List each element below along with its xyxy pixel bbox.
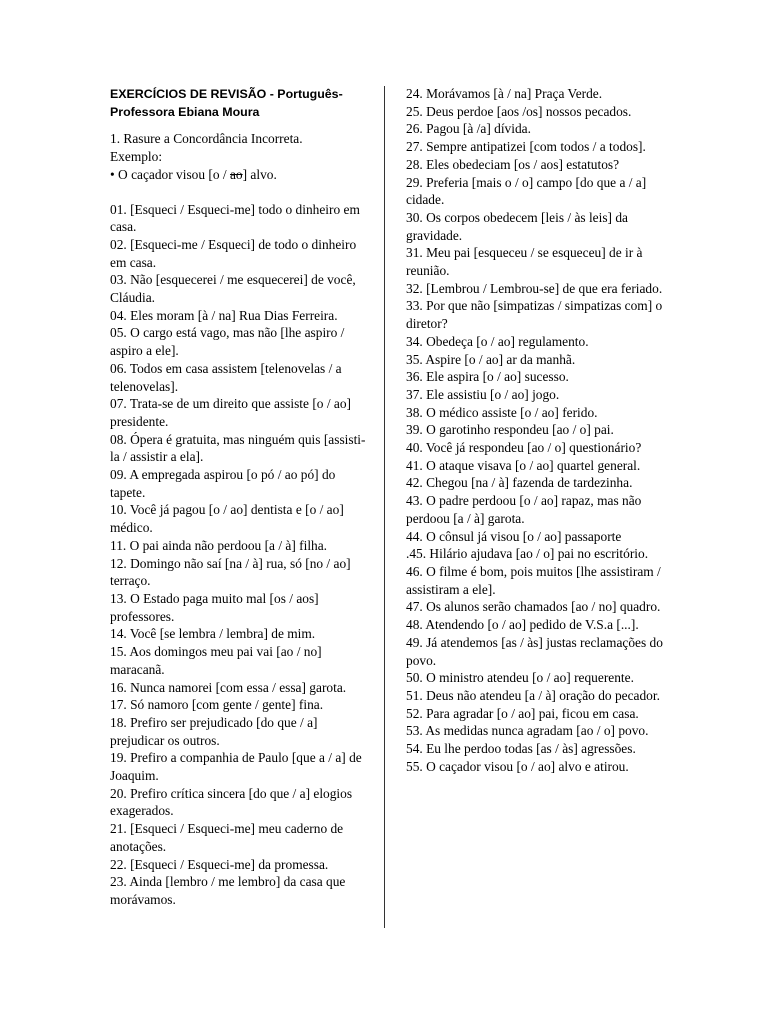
right-exercise-list	[406, 85, 668, 775]
exercise-item: 51. Deus não atendeu [a / à] oração do pecador.	[406, 687, 660, 703]
exercise-item: 25. Deus perdoe [aos /os] nossos pecados.	[406, 103, 632, 119]
exercise-item: 18. Prefiro ser prejudicado [do que / a] prejudicar os outros.	[110, 714, 318, 748]
exercise-item: 44. O cônsul já visou [o / ao] passaporte	[406, 528, 622, 544]
exercise-item: 48. Atendendo [o / ao] pedido de V.S.a [...].	[406, 617, 639, 633]
exercise-item: 04. Eles moram [à / na] Rua Dias Ferreira.	[110, 307, 338, 323]
exercise-item: 15. Aos domingos meu pai vai [ao / no] maracanã.	[110, 644, 322, 677]
example-struck-text: ao	[229, 166, 243, 182]
exercise-item: 43. O padre perdoou [o / ao] rapaz, mas não perdoou [a / à] garota.	[406, 493, 642, 526]
spacer	[110, 184, 368, 201]
exercise-item: 16. Nunca namorei [com essa / essa] garota.	[110, 679, 347, 695]
exercise-item: 31. Meu pai [esqueceu / se esqueceu] de ir à reunião.	[406, 245, 643, 279]
instruction-text: 1. Rasure a Concordância Incorreta.	[110, 131, 303, 147]
exercise-item: 21. [Esqueci / Esqueci-me] meu caderno de anotações.	[110, 821, 344, 854]
exercise-item: 50. O ministro atendeu [o / ao] requerente.	[406, 670, 634, 686]
exercise-item: 26. Pagou [à /a] dívida.	[406, 121, 531, 137]
exercise-item: 22. [Esqueci / Esqueci-me] da promessa.	[110, 856, 329, 872]
exercise-item: 13. O Estado paga muito mal [os / aos] professores.	[110, 590, 319, 624]
left-exercise-list	[110, 201, 368, 909]
exercise-item: 41. O ataque visava [o / ao] quartel general.	[406, 457, 641, 473]
exercise-item: 47. Os alunos serão chamados [ao / no] quadro.	[406, 599, 661, 615]
exercise-item: 08. Ópera é gratuita, mas ninguém quis [assisti-la / assistir a ela].	[110, 431, 366, 465]
exercise-item: 32. [Lembrou / Lembrou-se] de que era feriado.	[406, 280, 663, 296]
exercise-item: 02. [Esqueci-me / Esqueci] de todo o dinheiro em casa.	[110, 236, 357, 270]
exercise-item: 29. Preferia [mais o / o] campo [do que a / a] cidade.	[406, 174, 647, 208]
exercise-item: 23. Ainda [lembro / me lembro] da casa que morávamos.	[110, 874, 346, 907]
exercise-item: 37. Ele assistiu [o / ao] jogo.	[406, 386, 560, 402]
column-divider	[384, 86, 385, 928]
exercise-item: 19. Prefiro a companhia de Paulo [que a / a] de Joaquim.	[110, 750, 362, 784]
exercise-item: 07. Trata-se de um direito que assiste [o / ao] presidente.	[110, 396, 351, 429]
exercise-item: 28. Eles obedeciam [os / aos] estatutos?	[406, 156, 620, 172]
exercise-item: 03. Não [esquecerei / me esquecerei] de você, Cláudia.	[110, 272, 356, 306]
exercise-item: 52. Para agradar [o / ao] pai, ficou em casa.	[406, 705, 639, 721]
document-title: EXERCÍCIOS DE REVISÃO - Português- Professora Ebiana Moura	[110, 87, 343, 119]
exercise-item: 06. Todos em casa assistem [telenovelas / a telenovelas].	[110, 360, 342, 394]
exercise-item: 09. A empregada aspirou [o pó / ao pó] do tapete.	[110, 467, 336, 500]
exercise-item: 39. O garotinho respondeu [ao / o] pai.	[406, 422, 614, 438]
left-column	[110, 85, 368, 909]
exercise-item: 14. Você [se lembra / lembra] de mim.	[110, 626, 316, 642]
exercise-item: 12. Domingo não saí [na / à] rua, só [no / ao] terraço.	[110, 555, 351, 589]
exercise-item: 36. Ele aspira [o / ao] sucesso.	[406, 369, 569, 385]
exercise-item: 34. Obedeça [o / ao] regulamento.	[406, 333, 589, 349]
exercise-item: 35. Aspire [o / ao] ar da manhã.	[406, 351, 576, 367]
exercise-item: 53. As medidas nunca agradam [ao / o] povo.	[406, 723, 649, 739]
example-line	[110, 166, 368, 184]
exercise-item: 40. Você já respondeu [ao / o] questionário?	[406, 440, 642, 456]
exercise-item: 33. Por que não [simpatizas / simpatizas com] o diretor?	[406, 298, 663, 332]
exercise-item: 10. Você já pagou [o / ao] dentista e [o / ao] médico.	[110, 502, 344, 536]
exercise-item: 49. Já atendemos [as / às] justas reclamações do povo.	[406, 634, 663, 668]
exercise-item: 46. O filme é bom, pois muitos [lhe assistiram / assistiram a ele].	[406, 563, 661, 597]
exercise-item: 27. Sempre antipatizei [com todos / a todos].	[406, 139, 646, 155]
right-column	[406, 85, 668, 775]
exercise-item: 11. O pai ainda não perdoou [a / à] filha.	[110, 537, 328, 553]
exercise-item: 30. Os corpos obedecem [leis / às leis] da gravidade.	[406, 209, 628, 243]
exercise-item: 24. Morávamos [à / na] Praça Verde.	[406, 86, 603, 101]
example-text-after: ] alvo.	[242, 166, 277, 182]
exercise-item: .45. Hilário ajudava [ao / o] pai no escritório.	[406, 546, 649, 562]
exercise-item: 20. Prefiro crítica sincera [do que / a] elogios exagerados.	[110, 785, 353, 819]
exercise-item: 42. Chegou [na / à] fazenda de tardezinha.	[406, 475, 633, 491]
exercise-item: 54. Eu lhe perdoo todas [as / às] agressões.	[406, 741, 636, 757]
exercise-item: 38. O médico assiste [o / ao] ferido.	[406, 404, 598, 420]
exercise-item: 05. O cargo está vago, mas não [lhe aspiro / aspiro a ele].	[110, 325, 345, 359]
example-label: Exemplo:	[110, 149, 163, 165]
bullet-icon: •	[110, 166, 115, 182]
exercise-item: 17. Só namoro [com gente / gente] fina.	[110, 697, 324, 713]
exercise-item: 01. [Esqueci / Esqueci-me] todo o dinheiro em casa.	[110, 201, 360, 235]
example-text-before: O caçador visou [o /	[114, 166, 230, 182]
exercise-item: 55. O caçador visou [o / ao] alvo e atirou.	[406, 758, 629, 774]
